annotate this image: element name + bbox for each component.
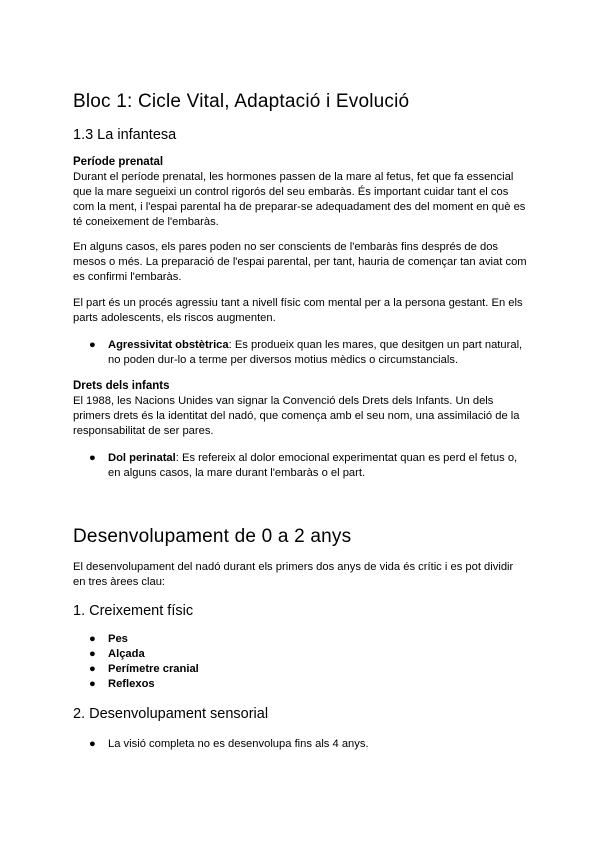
list-item bbox=[73, 632, 528, 647]
creixement-heading: 1. Creixement físic bbox=[73, 603, 194, 619]
drets-heading: Drets dels infants bbox=[73, 380, 170, 392]
list-item bbox=[73, 647, 528, 662]
creixement-item-label: Alçada bbox=[108, 648, 145, 660]
bullet-icon: ● bbox=[89, 633, 96, 645]
list-item bbox=[73, 662, 528, 677]
drets-paragraph: El 1988, les Nacions Unides van signar la Convenció dels Drets dels Infants. Un dels primers drets és la identitat del nadó, que comença amb el seu nom, una assimilació de la responsabilitat de ser pares. bbox=[73, 395, 520, 437]
infantesa-heading: 1.3 La infantesa bbox=[73, 127, 177, 143]
list-item bbox=[73, 338, 528, 368]
infantesa-bullet-list-1 bbox=[73, 338, 528, 368]
creixement-list bbox=[73, 632, 528, 692]
bullet-term: Dol perinatal bbox=[108, 452, 176, 464]
list-item bbox=[73, 451, 528, 481]
prenatal-paragraph-1: Durant el període prenatal, les hormones passen de la mare al fetus, fet que fa essencial que la mare segueixi un control rigorós del seu embaràs. És important cuidar tant el cos com la ment, i l'espai parental ha de preparar-se adequadament des del moment en què es té coneixement de l'embaràs. bbox=[73, 171, 526, 228]
bullet-text: : Es produeix quan les mares, que desitgen un part natural, no poden dur-lo a terme per diversos motius mèdics o circumstancials. bbox=[108, 339, 523, 366]
bullet-icon: ● bbox=[89, 663, 96, 675]
bullet-text: : Es refereix al dolor emocional experimentat quan es perd el fetus o, en alguns casos, la mare durant l'embaràs o el part. bbox=[108, 452, 518, 479]
bloc-title: Bloc 1: Cicle Vital, Adaptació i Evolució bbox=[73, 91, 410, 112]
bullet-term: Agressivitat obstètrica bbox=[108, 339, 229, 351]
creixement-item-label: Pes bbox=[108, 633, 128, 645]
creixement-item-label: Reflexos bbox=[108, 678, 155, 690]
bullet-icon: ● bbox=[89, 452, 96, 464]
prenatal-heading: Període prenatal bbox=[73, 156, 164, 168]
prenatal-paragraph-2: En alguns casos, els pares poden no ser conscients de l'embaràs fins després de dos mesos o més. La preparació de l'espai parental, per tant, hauria de començar tan aviat com es confirmi l'embaràs. bbox=[73, 241, 527, 283]
bullet-icon: ● bbox=[89, 339, 96, 351]
bullet-icon: ● bbox=[89, 678, 96, 690]
sensorial-list bbox=[73, 737, 528, 752]
sensorial-item-label: La visió completa no es desenvolupa fins als 4 anys. bbox=[108, 738, 369, 750]
list-item bbox=[73, 677, 528, 692]
desenvolupament-intro: El desenvolupament del nadó durant els primers dos anys de vida és crític i es pot dividir en tres àrees clau: bbox=[73, 561, 514, 588]
bullet-icon: ● bbox=[89, 738, 96, 750]
desenvolupament-title: Desenvolupament de 0 a 2 anys bbox=[73, 526, 352, 547]
bullet-icon: ● bbox=[89, 648, 96, 660]
list-item bbox=[73, 737, 528, 752]
infantesa-bullet-list-2 bbox=[73, 451, 528, 481]
sensorial-heading: 2. Desenvolupament sensorial bbox=[73, 706, 269, 722]
creixement-item-label: Perímetre cranial bbox=[108, 663, 199, 675]
part-paragraph: El part és un procés agressiu tant a nivell físic com mental per a la persona gestant. En els parts adolescents, els riscos augmenten. bbox=[73, 297, 523, 324]
